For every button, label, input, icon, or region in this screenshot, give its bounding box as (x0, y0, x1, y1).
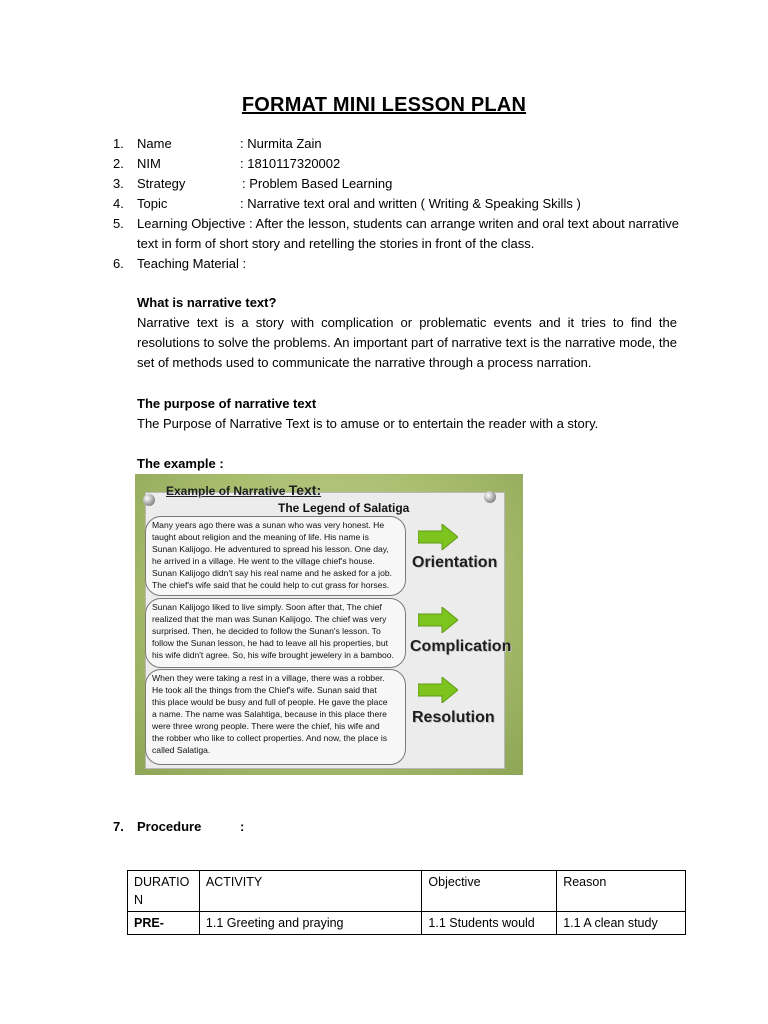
item-label: Topic (137, 196, 168, 211)
orientation-text-block (145, 516, 406, 596)
story-line: Sunan Kalijogo didn't say his real name and he asked for a job. (152, 568, 393, 578)
item-number: 4. (113, 196, 124, 211)
line-text: resolutions to solve the problems. An important part of narrative text is the narrative mode, the (137, 335, 677, 350)
item-number: 1. (113, 136, 124, 151)
item-value: : Narrative text oral and written ( Writing & Speaking Skills ) (240, 196, 581, 211)
story-line: his wife didn't agree. So, his wife brought jewelery in a bamboo. (152, 650, 394, 660)
table-cell: 1.1 A clean study (557, 912, 686, 935)
story-line: taught about religion and the meaning of life. His name is (152, 532, 369, 542)
figure-title (166, 482, 321, 498)
item-number: 7. (113, 819, 124, 834)
story-line: Sunan Kalijogo liked to live simply. Soon after that, The chief (152, 602, 382, 612)
line-text: set of methods used to communicate the narrative through a process narration. (137, 355, 592, 370)
figure-title-small: Example of Narrative (166, 484, 289, 498)
story-line: the robber who like to collect properties. And now, the place is (152, 733, 388, 743)
item-value: : Problem Based Learning (242, 176, 393, 191)
item-continuation: text in form of short story and retelling the stories in front of the class. (137, 236, 535, 251)
item-label: Name (137, 136, 172, 151)
paragraph-line (137, 313, 677, 333)
resolution-text-block (145, 669, 406, 765)
item-value: : Nurmita Zain (240, 136, 322, 151)
story-line: called Salatiga. (152, 745, 211, 755)
story-line: this place would be busy and full of people. He gave the place (152, 697, 388, 707)
stage-label-orientation: Orientation (412, 554, 498, 571)
story-line: Many years ago there was a sunan who was very honest. He (152, 520, 385, 530)
procedure-table (127, 870, 686, 935)
column-header-activity: ACTIVITY (199, 871, 422, 912)
story-line: realized that the man was Sunan Kalijogo. The chief was very (152, 614, 387, 624)
table-cell: 1.1 Students would (422, 912, 557, 935)
item-number: 5. (113, 216, 124, 231)
item-label: Teaching Material : (137, 256, 247, 271)
item-number: 2. (113, 156, 124, 171)
item-value: : 1810117320002 (240, 156, 341, 171)
complication-text-block (145, 598, 406, 668)
figure-title-big: Text: (288, 482, 322, 498)
story-line: surprised. Then, he decided to follow the Sunan's lesson. To (152, 626, 381, 636)
right-arrow-icon (418, 607, 458, 633)
story-line: follow the Sunan lesson, he had to leave all his properties, but (152, 638, 389, 648)
pin-icon (143, 494, 155, 506)
item-label: NIM (137, 156, 161, 171)
table-row (128, 912, 686, 935)
paragraph-line (137, 353, 592, 373)
right-arrow-icon (418, 524, 458, 550)
story-line: The chief's wife said that he could help to cut grass for horses. (152, 580, 390, 590)
table-header-row (128, 871, 686, 912)
section-heading: What is narrative text? (137, 295, 277, 310)
item-label: Strategy (137, 176, 186, 191)
paragraph-line: The Purpose of Narrative Text is to amuse or to entertain the reader with a story. (137, 416, 599, 431)
story-line: When they were taking a rest in a village, there was a robber. (152, 673, 385, 683)
item-label: Learning Objective : After the lesson, students can arrange writen and oral text about narrative (137, 216, 679, 231)
example-heading: The example : (137, 456, 224, 471)
story-line: he arrived in a village. He went to the village chief's house. (152, 556, 375, 566)
story-line: He took all the things from the Chief's wife. Sunan said that (152, 685, 377, 695)
page-title: FORMAT MINI LESSON PLAN (241, 94, 527, 116)
narrative-example-figure (135, 474, 523, 775)
figure-subtitle: The Legend of Salatiga (278, 501, 410, 515)
pin-icon (484, 491, 496, 503)
item-number: 3. (113, 176, 124, 191)
column-header-duration: DURATIO N (128, 871, 200, 912)
paragraph-line (137, 333, 677, 353)
item-label: Procedure (137, 819, 202, 834)
story-line: Sunan Kalijogo. He adventured to spread his lesson. One day, (152, 544, 389, 554)
section-heading: The purpose of narrative text (137, 396, 317, 411)
column-header-objective: Objective (422, 871, 557, 912)
table-cell: 1.1 Greeting and praying (199, 912, 422, 935)
line-text: Narrative text is a story with complication or problematic events and it tries to find the (137, 315, 677, 330)
item-colon: : (240, 819, 245, 834)
table-cell: PRE- (128, 912, 200, 935)
column-header-reason: Reason (557, 871, 686, 912)
right-arrow-icon (418, 677, 458, 703)
stage-label-complication: Complication (410, 638, 512, 655)
story-line: were three wrong people. There were the chief, his wife and (152, 721, 380, 731)
item-number: 6. (113, 256, 124, 271)
story-line: a name. The name was Salahtiga, because in this place there (152, 709, 387, 719)
stage-label-resolution: Resolution (412, 709, 495, 726)
